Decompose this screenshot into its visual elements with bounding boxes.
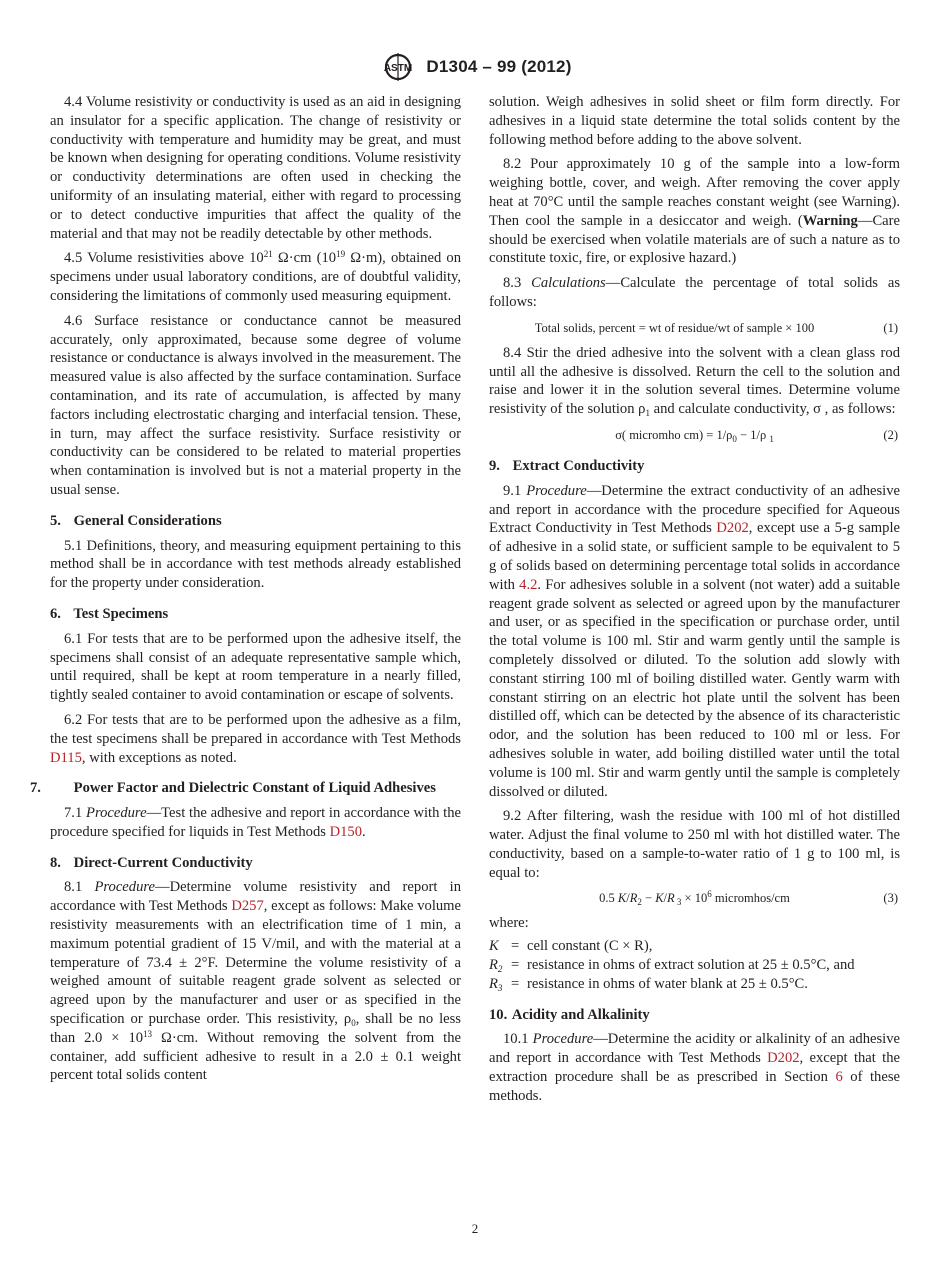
section-heading-8: 8. Direct-Current Conductivity	[50, 854, 253, 871]
variable-definition: resistance in ohms of water blank at 25 ± 0.5°C.	[527, 975, 808, 992]
paragraph-6-2: 6.2 For tests that are to be performed upon the adhesive as a film, the test specimens shall be prepared in accordance with Test Methods D115, with exceptions as noted.	[50, 711, 461, 766]
paragraph-9-2: 9.2 After filtering, wash the residue with 100 ml of hot distilled water. Adjust the final volume to 250 ml with hot distilled water. The conductivity, based on a sample-to-water ratio of 1 g to 100 ml, is equal to:	[489, 808, 900, 881]
section-heading-10: 10. Acidity and Alkalinity	[489, 1006, 650, 1023]
link-d115[interactable]: D115	[50, 749, 82, 766]
equation-3: 0.5 $K/R_2 - K/R$ $_3 \times 10^6$ micromhos/cm (3)	[599, 889, 898, 908]
paragraph-5-1: 5.1 Definitions, theory, and measuring equipment pertaining to this method shall be in accordance with test methods already established for the property under consideration.	[50, 537, 461, 592]
link-d150[interactable]: D150	[329, 823, 363, 840]
page-number: 2	[471, 1221, 479, 1236]
link-d257[interactable]: D257	[231, 898, 264, 915]
section-heading-7: 7. Power Factor and Dielectric Constant of Liquid Adhesives	[30, 780, 436, 797]
paragraph-7-1: 7.1 Procedure—Test the adhesive and report in accordance with the procedure specified for liquids in Test Methods D150.	[50, 805, 462, 840]
variable-symbol: $R_3$	[489, 975, 503, 993]
page-header	[0, 52, 950, 84]
paragraph-4-5: 4.5 Volume resistivities above $10^{21}$ Ω·cm ($10^{19}$ Ω·m), obtained on specimens under usual laboratory conditions, are of doubtful validity, considering the limitations of commonly used measuring equipment.	[50, 249, 462, 304]
paragraph-8-3: 8.3 Calculations—Calculate the percentage of total solids as follows:	[489, 275, 900, 310]
variable-symbol: K	[489, 938, 499, 955]
section-heading-6: 6. Test Specimens	[50, 605, 169, 622]
paragraph-4-4: 4.4 Volume resistivity or conductivity is used as an aid in designing an insulator for a specific application. The change of resistivity or conductivity with temperature and humidity may be great, and must be known when designing for operating conditions. Volume resistivity or conductivity determinations are often used in checking the uniformity of an insulating material, either with regard to processing or to detect conductive impurities that affect the quality of the material and that may not be readily detectable by other methods.	[50, 94, 461, 242]
paragraph-9-1: 9.1 Procedure—Determine the extract conductivity of an adhesive and report in accordance with the procedure specified for Aqueous Extract Conductivity in Test Methods D202, except use a 5-g sample of adhesive in a solid state, or sufficient sample to be equivalent to 5 g of solids based on determining percentage total solids in accordance with 4.2. For adhesives soluble in a solvent (not water) add a suitable reagent grade solvent as selected or agreed upon by the manufacturer and user, or as specified in the specification or purchase order, until the total volume is 100 ml. Stir and warm gently until the sample is completely dissolved or diluted. To the solution add slowly with constant stirring 100 ml of boiling distilled water. Gently warm with constant stirring on an electric hot plate until the solvent has been distilled off, which can be detected by the absence of its characteristic odor, and the solution has been reduced to 100 ml or less. For adhesives soluble in water, add boiling distilled water until the total volume is 100 ml. Stir and warm gently until the sample is completely dissolved or diluted.	[489, 482, 900, 800]
variable-definition: cell constant (C × R),	[527, 938, 653, 955]
right-column	[489, 93, 900, 1112]
equation-1: Total solids, percent = wt of residue/wt of sample × 100 (1)	[489, 318, 900, 338]
paragraph-8-2: 8.2 Pour approximately 10 g of the sample into a low-form weighing bottle, cover, and weigh. After removing the cover apply heat at 70°C until the sample reaches constant weight (see Warning). Then cool the sample in a desiccator and weigh. (Warning—Care should be exercised when volatile materials are of such a nature as to constitute toxic, fire, or explosive hazard.)	[489, 156, 900, 267]
link-section-6[interactable]: 6	[835, 1069, 843, 1086]
link-d202[interactable]: D202	[716, 520, 749, 537]
paragraph-8-1: 8.1 Procedure—Determine volume resistivity and report in accordance with Test Methods D257, except as follows: Make volume resistivity measurements with an electrification time of 1 min, a maximum potential gradient of 15 V/mil, and with the material at a temperature of 73.4 ± 2°F. Determine the volume resistivity of a weighed amount of suitable reagent grade solvent as selected or agreed upon by the manufacturer and user or as specified in the specification or purchase order. This resistivity, $\rho_0$, shall be no less than $2.0 \times 10^{13}$ Ω·cm. Without removing the solvent from the container, add sufficient adhesive to result in a 2.0 ± 0.1 weight percent total solids content	[50, 879, 462, 1084]
paragraph-8-1-continued: solution. Weigh adhesives in solid sheet or film form directly. For adhesives in a liquid state determine the total solids content by the following method before adding to the above solvent.	[489, 94, 900, 148]
paragraph-4-6: 4.6 Surface resistance or conductance cannot be measured accurately, only approximated, because some degree of volume resistance or conductance is always involved in the measurement. The measured value is also affected by the surface contamination. Surface contamination, and its rate of accumulation, is affected by many factors including electrostatic charging and interfacial tension. These, in turn, may affect the surface resistivity. Surface resistivity or conductivity can be considered to be related to material properties when contamination is involved but is not a material property in the usual sense.	[50, 312, 461, 498]
astm-logo-icon	[378, 52, 418, 82]
warning-label: Warning	[802, 212, 858, 229]
paragraph-6-1: 6.1 For tests that are to be performed upon the adhesive itself, the specimens shall consist of an adequate representative sample which, until required, shall be kept at room temperature in a nearly filled, tightly sealed container to avoid contamination or escape of solvents.	[50, 630, 461, 704]
variable-definition: resistance in ohms of extract solution at 25 ± 0.5°C, and	[527, 957, 855, 974]
svg-text:ASTM: ASTM	[384, 63, 413, 74]
link-d202[interactable]: D202	[767, 1050, 800, 1067]
variable-definitions: K = cell constant (C × R), $R_2$ = resistance in ohms of extract solution at 25 ± 0.5°C, and $R_3$ = resistance in ohms of water blank at 25 ± 0.5°C.	[489, 937, 900, 993]
left-column	[30, 93, 462, 1091]
where-label: where:	[489, 915, 529, 932]
equation-number: (1)	[883, 320, 898, 335]
equation-number: (3)	[883, 891, 898, 906]
variable-symbol: $R_2$	[489, 957, 503, 975]
equation-number: (2)	[883, 427, 898, 442]
link-section-4-2[interactable]: 4.2	[519, 576, 538, 593]
document-designation: D1304 – 99 (2012)	[426, 57, 572, 76]
section-heading-5: 5. General Considerations	[50, 512, 222, 529]
paragraph-8-4: 8.4 Stir the dried adhesive into the solvent with a clean glass rod until all the adhesive is dissolved. Return the cell to the solution and raise and lower it in the solution several times. Determine volume resistivity of the solution $\rho_1$ and calculate conductivity, σ , as follows:	[489, 344, 900, 419]
section-heading-9: 9. Extract Conductivity	[489, 457, 645, 474]
paragraph-10-1: 10.1 Procedure—Determine the acidity or alkalinity of an adhesive and report in accordance with Test Methods D202, except that the extraction procedure shall be as prescribed in Section 6 of these methods.	[489, 1031, 901, 1104]
equation-2: σ( micromho $cm) = 1/\rho_0 - 1/\rho$ $_1$ (2)	[489, 425, 900, 445]
